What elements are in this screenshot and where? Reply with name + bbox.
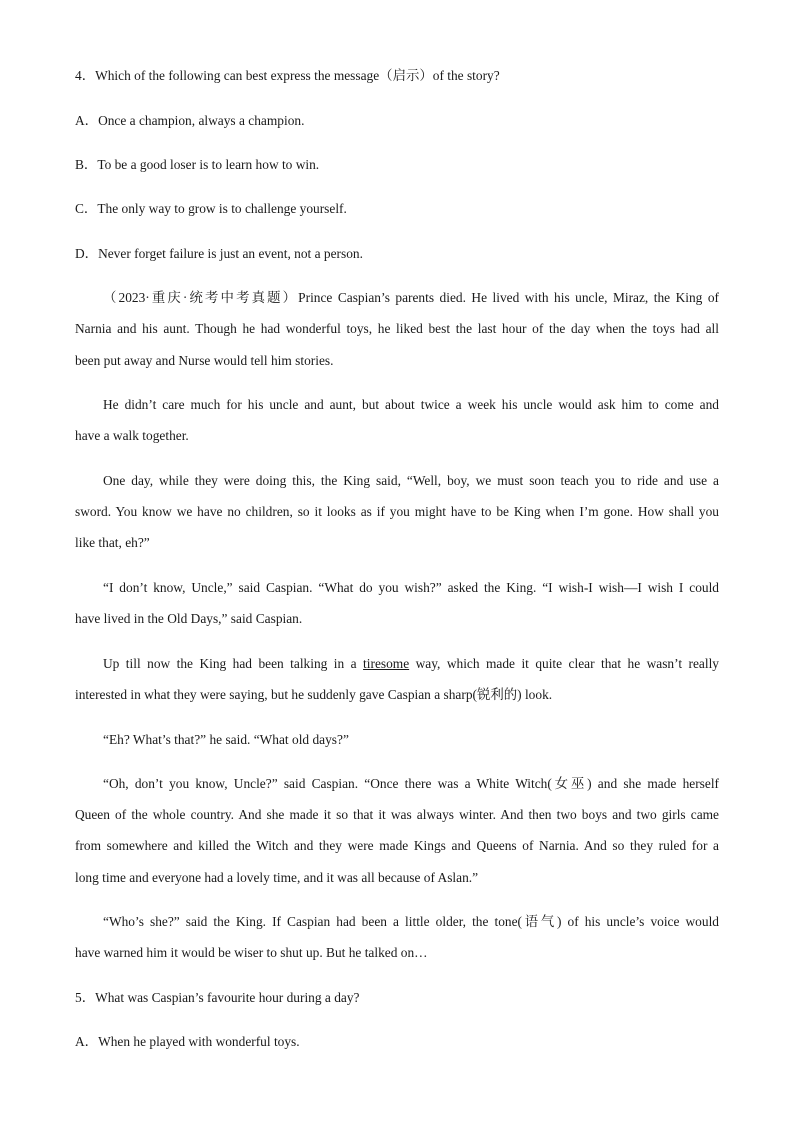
option-letter: B． bbox=[75, 157, 98, 172]
question-4-stem bbox=[75, 68, 500, 84]
passage-p5-line1: Up till now the King had been talking in a tiresome way, which made it quite clear that he wasn’t really bbox=[103, 656, 719, 671]
passage-p7-line3: from somewhere and killed the Witch and they were made Kings and Queens of Narnia. And so they ruled for a bbox=[75, 838, 719, 853]
passage-source: （2023·重庆·统考中考真题） bbox=[103, 290, 299, 305]
question-number: 5． bbox=[75, 990, 96, 1005]
passage-p7-line4: long time and everyone had a lovely time, and it was all because of Aslan.” bbox=[75, 870, 479, 885]
passage-p3-line1: One day, while they were doing this, the King said, “Well, boy, we must soon teach you to ride and use a bbox=[103, 473, 719, 488]
question-number: 4． bbox=[75, 68, 96, 83]
passage-p3-line2: sword. You know we have no children, so it looks as if you might have to be King when I’m gone. How shall you bbox=[75, 504, 719, 519]
question-text: What was Caspian’s favourite hour during a day? bbox=[95, 990, 360, 1005]
passage-p1-line1: （2023·重庆·统考中考真题）Prince Caspian’s parents died. He lived with his uncle, Miraz, the King of bbox=[103, 290, 719, 305]
option-a bbox=[75, 1034, 300, 1050]
question-5-stem bbox=[75, 990, 359, 1006]
option-text: Never forget failure is just an event, not a person. bbox=[98, 246, 363, 261]
passage-p6: “Eh? What’s that?” he said. “What old days?” bbox=[103, 732, 349, 747]
passage-p8-line1: “Who’s she?” said the King. If Caspian had been a little older, the tone(语气) of his uncle’s voice would bbox=[103, 914, 719, 929]
passage-p4-line2: have lived in the Old Days,” said Caspian. bbox=[75, 611, 303, 626]
underlined-word: tiresome bbox=[363, 656, 410, 671]
passage-p2-line2: have a walk together. bbox=[75, 428, 189, 443]
option-text: To be a good loser is to learn how to win. bbox=[97, 157, 320, 172]
passage-p1-line3: been put away and Nurse would tell him stories. bbox=[75, 353, 334, 368]
option-b bbox=[75, 157, 319, 173]
passage-p7-line1: “Oh, don’t you know, Uncle?” said Caspian. “Once there was a White Witch(女巫) and she made herself bbox=[103, 776, 719, 791]
option-c bbox=[75, 201, 347, 217]
option-text: Once a champion, always a champion. bbox=[98, 113, 305, 128]
passage-p5-line2: interested in what they were saying, but he suddenly gave Caspian a sharp(锐利的) look. bbox=[75, 687, 553, 702]
option-letter: C． bbox=[75, 201, 98, 216]
option-text: The only way to grow is to challenge yourself. bbox=[97, 201, 347, 216]
option-d bbox=[75, 246, 363, 262]
passage-p1-line2: Narnia and his aunt. Though he had wonderful toys, he liked best the last hour of the day when the toys had all bbox=[75, 321, 719, 336]
passage-p3-line3: like that, eh?” bbox=[75, 535, 150, 550]
passage-p7-line2: Queen of the whole country. And she made it so that it was always winter. And then two boys and two girls came bbox=[75, 807, 719, 822]
passage-p8-line2: have warned him it would be wiser to shut up. But he talked on… bbox=[75, 945, 428, 960]
option-letter: D． bbox=[75, 246, 99, 261]
passage-p2-line1: He didn’t care much for his uncle and aunt, but about twice a week his uncle would ask him to come and bbox=[103, 397, 719, 412]
passage-p4-line1: “I don’t know, Uncle,” said Caspian. “What do you wish?” asked the King. “I wish-I wish—I wish I could bbox=[103, 580, 719, 595]
option-letter: A． bbox=[75, 113, 99, 128]
option-text: When he played with wonderful toys. bbox=[98, 1034, 300, 1049]
option-a bbox=[75, 113, 304, 129]
option-letter: A． bbox=[75, 1034, 99, 1049]
question-text: Which of the following can best express the message（启示）of the story? bbox=[95, 68, 500, 83]
